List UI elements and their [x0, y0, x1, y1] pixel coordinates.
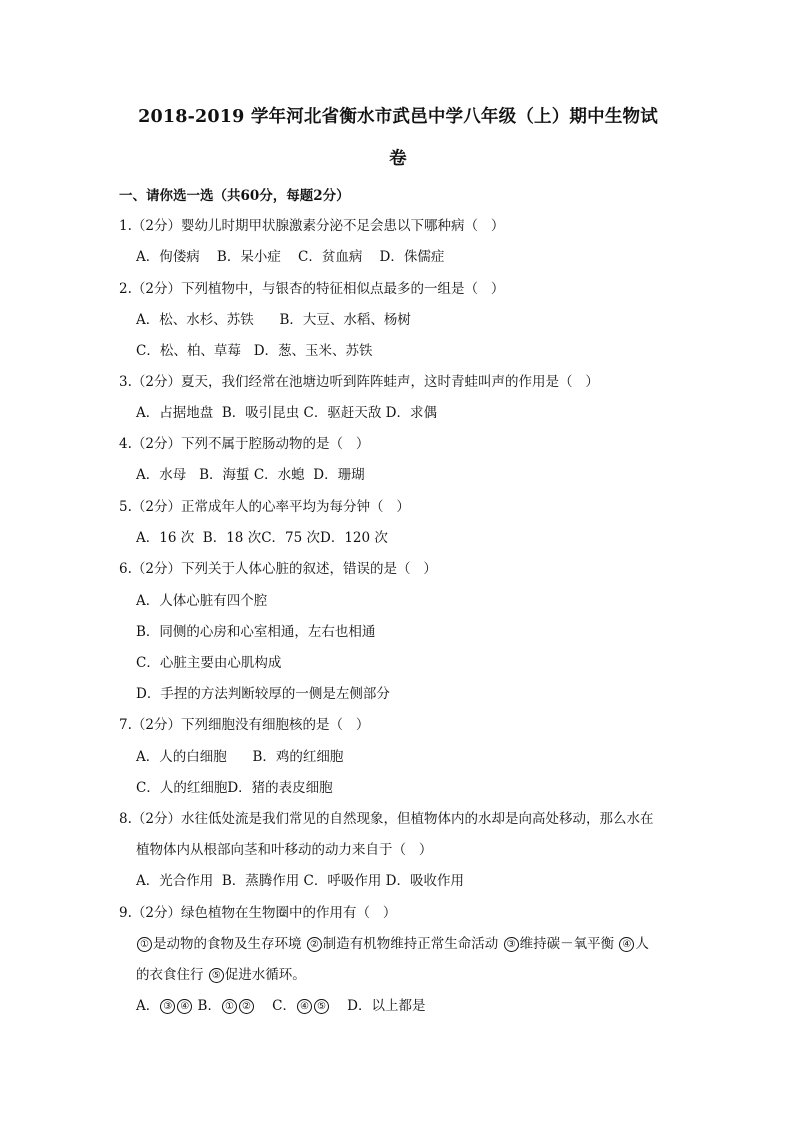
statement-3-text: 维持碳－氧平衡 — [519, 936, 619, 952]
option-a-prefix: A． — [136, 998, 160, 1014]
option-b-number-1: ① — [222, 999, 237, 1014]
question-4-options: A．水母 B．海蜇 C．水螅 D．珊瑚 — [136, 467, 365, 483]
option-a-number-1: ③ — [160, 999, 175, 1014]
question-6-option-d: D．手捏的方法判断较厚的一侧是左侧部分 — [136, 686, 390, 702]
question-5-stem: 5.（2分）正常成年人的心率平均为每分钟（ ） — [119, 499, 410, 515]
document-title-line2: 卷 — [389, 149, 407, 169]
question-3-stem: 3.（2分）夏天，我们经常在池塘边听到阵阵蛙声，这时青蛙叫声的作用是（ ） — [119, 374, 599, 390]
question-9-statements-row2 — [136, 965, 306, 985]
question-7-options-row1: A．人的白细胞 B．鸡的红细胞 — [136, 749, 344, 765]
question-6-option-c: C．心脏主要由心肌构成 — [136, 655, 282, 671]
question-6-stem: 6.（2分）下列关于人体心脏的叙述，错误的是（ ） — [119, 561, 437, 577]
question-7-options-row2: C．人的红细胞D．猪的表皮细胞 — [136, 780, 333, 796]
question-1-stem: 1.（2分）婴幼儿时期甲状腺激素分泌不足会患以下哪种病（ ） — [119, 218, 505, 234]
question-2-stem: 2.（2分）下列植物中，与银杏的特征相似点最多的一组是（ ） — [119, 281, 505, 297]
option-a-number-2: ④ — [177, 999, 192, 1014]
section-heading: 一、请你选一选（共60分，每题2分） — [119, 188, 350, 204]
option-b-prefix: B． — [193, 998, 221, 1014]
statement-1-text: 是动物的食物及生存环境 — [153, 936, 306, 952]
question-4-stem: 4.（2分）下列不属于腔肠动物的是（ ） — [119, 436, 370, 452]
question-3-options: A．占据地盘 B．吸引昆虫 C．驱赶天敌 D．求偶 — [136, 405, 437, 421]
question-2-options-row1: A．松、水杉、苏铁 B．大豆、水稻、杨树 — [136, 312, 411, 328]
statement-number-2: ② — [307, 937, 322, 952]
document-title-line1: 2018-2019 学年河北省衡水市武邑中学八年级（上）期中生物试 — [138, 107, 658, 127]
statement-number-5: ⑤ — [209, 968, 224, 983]
question-6-option-b: B．同侧的心房和心室相通，左右也相通 — [136, 624, 376, 640]
statement-4-text: 人 — [635, 936, 649, 952]
question-8-stem: 8.（2分）水往低处流是我们常见的自然现象，但植物体内的水却是向高处移动，那么水在 — [119, 811, 654, 827]
question-1-options: A．佝偻病 B．呆小症 C．贫血病 D．侏儒症 — [136, 249, 445, 265]
question-7-stem: 7.（2分）下列细胞没有细胞核的是（ ） — [119, 717, 370, 733]
question-8-options: A．光合作用 B．蒸腾作用 C．呼吸作用 D．吸收作用 — [136, 873, 464, 889]
option-b-number-2: ② — [239, 999, 254, 1014]
question-8-stem-continued: 植物体内从根部向茎和叶移动的动力来自于（ ） — [136, 842, 433, 858]
statement-2-text: 制造有机物维持正常生命活动 — [322, 936, 503, 952]
option-c-number-2: ⑤ — [314, 999, 329, 1014]
statement-5-text: 促进水循环。 — [224, 967, 306, 983]
statement-number-1: ① — [137, 937, 152, 952]
question-9-options — [136, 996, 425, 1016]
option-d: D．以上都是 — [329, 998, 426, 1014]
question-2-options-row2: C．松、柏、草莓 D．葱、玉米、苏铁 — [136, 343, 373, 359]
question-9-statements-row1 — [136, 934, 649, 954]
statement-number-4: ④ — [619, 937, 634, 952]
question-9-stem: 9.（2分）绿色植物在生物圈中的作用有（ ） — [119, 905, 397, 921]
statement-4-text-continued: 的衣食住行 — [136, 967, 208, 983]
option-c-prefix: C． — [254, 998, 296, 1014]
question-5-options: A．16 次 B．18 次C．75 次D．120 次 — [136, 530, 388, 546]
statement-number-3: ③ — [504, 937, 519, 952]
question-6-option-a: A．人体心脏有四个腔 — [136, 593, 268, 609]
option-c-number-1: ④ — [297, 999, 312, 1014]
